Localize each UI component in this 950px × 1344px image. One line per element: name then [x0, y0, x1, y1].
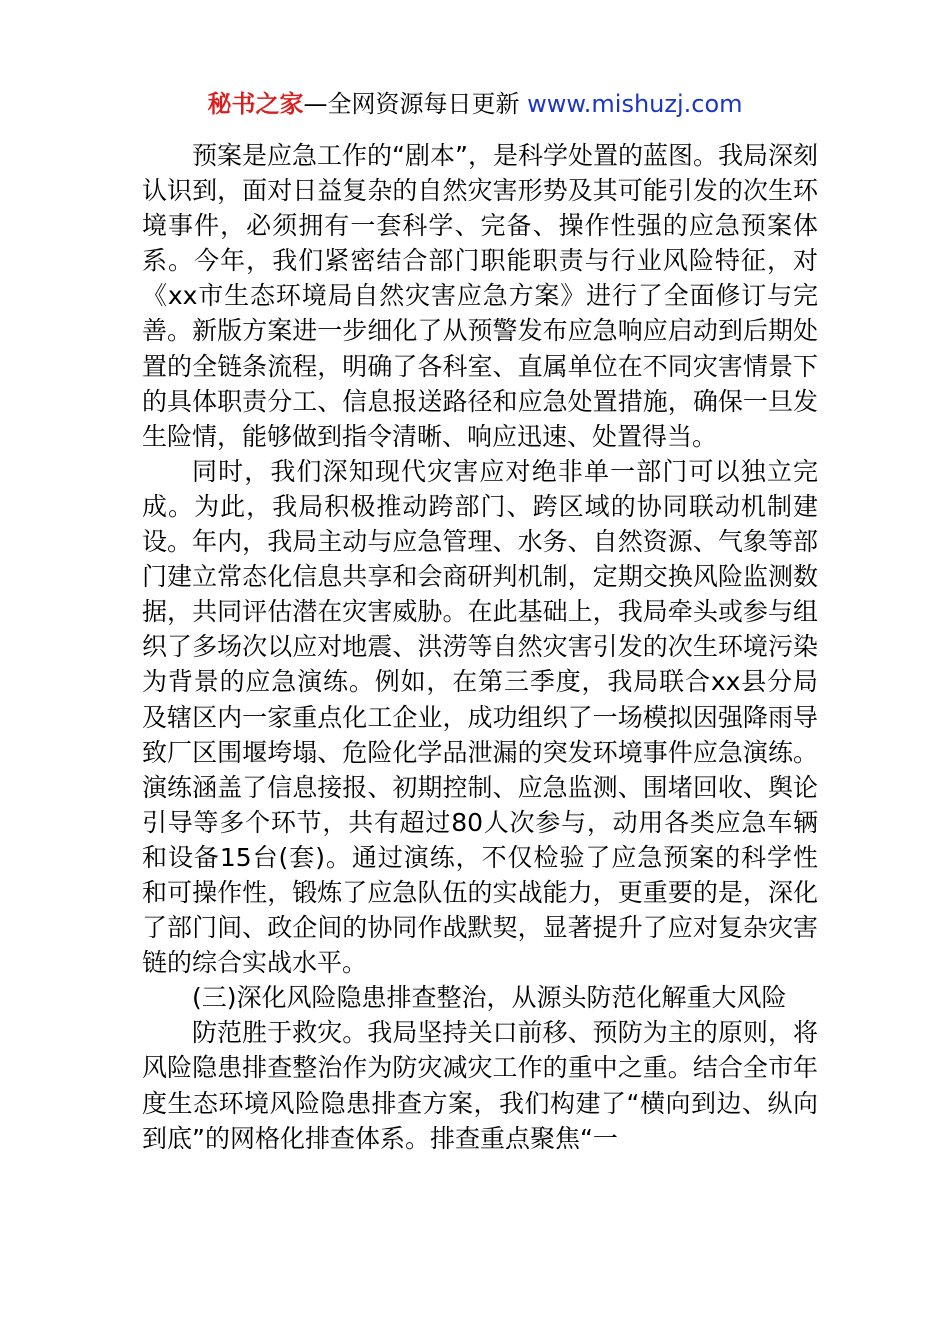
- paragraph: 防范胜于救灾。我局坚持关口前移、预防为主的原则，将风险隐患排查整治作为防灾减灾工作的重中之重。结合全市年度生态环境风险隐患排查方案，我们构建了“横向到边、纵向到底”的网格化排查体系。排查重点聚焦“一: [142, 1018, 818, 1153]
- brand-name: 秘书之家: [207, 90, 304, 118]
- document-body: [142, 138, 818, 1156]
- section-heading: (三)深化风险隐患排查整治，从源头防范化解重大风险: [192, 983, 787, 1013]
- header-url-link[interactable]: www.mishuzj.com: [527, 90, 743, 118]
- paragraph: 同时，我们深知现代灾害应对绝非单一部门可以独立完成。为此，我局积极推动跨部门、跨区域的协同联动机制建设。年内，我局主动与应急管理、水务、自然资源、气象等部门建立常态化信息共享和会商研判机制，定期交换风险监测数据，共同评估潜在灾害威胁。在此基础上，我局牵头或参与组织了多场次以应对地震、洪涝等自然灾害引发的次生环境污染为背景的应急演练。例如，在第三季度，我局联合xx县分局及辖区内一家重点化工企业，成功组织了一场模拟因强降雨导致厂区围堰垮塌、危险化学品泄漏的突发环境事件应急演练。演练涵盖了信息接报、初期控制、应急监测、围堵回收、舆论引导等多个环节，共有超过80人次参与，动用各类应急车辆和设备15台(套)。通过演练，不仅检验了应急预案的科学性和可操作性，锻炼了应急队伍的实战能力，更重要的是，深化了部门间、政企间的协同作战默契，显著提升了应对复杂灾害链的综合实战水平。: [142, 456, 818, 978]
- paragraph: 预案是应急工作的“剧本”，是科学处置的蓝图。我局深刻认识到，面对日益复杂的自然灾害形势及其可能引发的次生环境事件，必须拥有一套科学、完备、操作性强的应急预案体系。今年，我们紧密结合部门职能职责与行业风险特征，对《xx市生态环境局自然灾害应急方案》进行了全面修订与完善。新版方案进一步细化了从预警发布应急响应启动到后期处置的全链条流程，明确了各科室、直属单位在不同灾害情景下的具体职责分工、信息报送路径和应急处置措施，确保一旦发生险情，能够做到指令清晰、响应迅速、处置得当。: [142, 141, 818, 451]
- header-slogan: —全网资源每日更新: [303, 90, 528, 118]
- page-header: [0, 86, 950, 122]
